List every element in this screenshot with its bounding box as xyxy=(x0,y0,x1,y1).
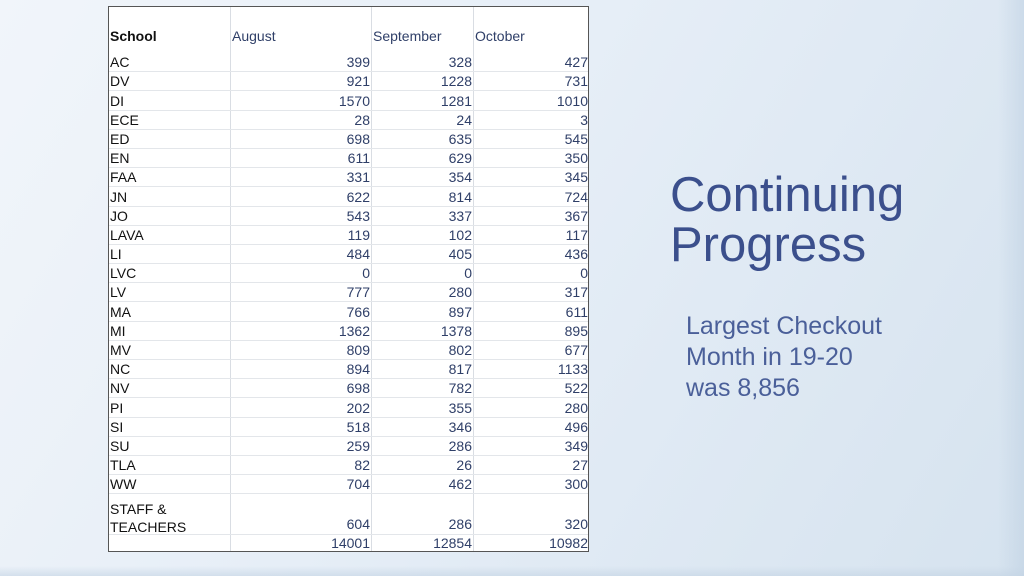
table-row xyxy=(109,437,588,456)
header-september: September xyxy=(373,28,442,44)
school-name: WW xyxy=(110,476,137,493)
table-row xyxy=(109,149,588,168)
table-row xyxy=(109,168,588,187)
title-line1: Continuing xyxy=(670,168,905,222)
slide-bottom-decoration xyxy=(0,566,1024,576)
september-value: 1281 xyxy=(440,92,472,109)
august-value: 611 xyxy=(347,150,370,167)
staff-row xyxy=(109,485,588,535)
school-name: MV xyxy=(110,342,131,358)
subtitle-line1: Largest Checkout xyxy=(686,312,882,340)
august-value: 766 xyxy=(346,303,370,320)
september-value: 1378 xyxy=(440,322,472,339)
table-row xyxy=(109,322,588,341)
school-name: TLA xyxy=(110,457,136,474)
school-name: DV xyxy=(110,73,130,90)
total-october: 10982 xyxy=(549,535,588,551)
september-value: 635 xyxy=(448,130,472,147)
table-row xyxy=(109,283,588,302)
staff-september-value: 286 xyxy=(448,516,472,532)
table-row xyxy=(109,245,588,264)
october-value: 1010 xyxy=(556,92,588,109)
staff-august-value: 604 xyxy=(346,516,370,532)
october-value: 300 xyxy=(564,476,588,493)
august-value: 894 xyxy=(346,361,370,378)
october-value: 496 xyxy=(564,418,588,435)
table-row xyxy=(109,72,588,91)
august-value: 543 xyxy=(346,207,370,224)
august-value: 399 xyxy=(346,54,370,71)
september-value: 337 xyxy=(448,207,472,224)
september-value: 629 xyxy=(448,150,472,167)
september-value: 26 xyxy=(456,457,472,474)
october-value: 731 xyxy=(564,73,588,90)
slide-edge-decoration xyxy=(998,0,1024,576)
september-value: 346 xyxy=(448,418,472,435)
table-row xyxy=(109,264,588,283)
title-line2: Progress xyxy=(670,218,867,272)
october-value: 1133 xyxy=(557,361,588,378)
august-value: 518 xyxy=(346,418,370,435)
table-row xyxy=(109,111,588,130)
october-value: 349 xyxy=(564,437,588,454)
august-value: 259 xyxy=(346,437,370,454)
october-value: 545 xyxy=(564,130,588,147)
school-name: SU xyxy=(110,437,130,454)
august-value: 1570 xyxy=(338,92,370,109)
table-header xyxy=(109,7,588,53)
october-value: 895 xyxy=(564,322,588,339)
october-value: 345 xyxy=(564,169,588,186)
august-value: 1362 xyxy=(338,322,370,339)
october-value: 677 xyxy=(564,342,588,358)
school-name: LI xyxy=(110,246,122,263)
school-name: LV xyxy=(110,284,127,301)
august-value: 484 xyxy=(346,246,370,263)
october-value: 317 xyxy=(564,284,588,301)
subtitle-line3: was 8,856 xyxy=(686,374,800,402)
september-value: 782 xyxy=(448,380,472,397)
october-value: 350 xyxy=(564,150,588,167)
table-row xyxy=(109,360,588,379)
school-name: MI xyxy=(110,322,126,339)
total-august: 14001 xyxy=(331,535,370,551)
august-value: 0 xyxy=(362,265,370,282)
school-name: JO xyxy=(110,207,128,224)
october-value: 3 xyxy=(580,111,588,128)
september-value: 802 xyxy=(448,342,472,358)
october-value: 0 xyxy=(580,265,588,282)
august-value: 698 xyxy=(346,130,370,147)
table-row xyxy=(109,130,588,149)
august-value: 777 xyxy=(346,284,370,301)
october-value: 280 xyxy=(564,399,588,416)
september-value: 814 xyxy=(448,188,472,205)
september-value: 817 xyxy=(448,361,472,378)
slide-subtitle xyxy=(686,311,882,404)
table-row xyxy=(109,226,588,245)
school-name: FAA xyxy=(110,169,137,186)
slide-title xyxy=(670,170,904,270)
school-name: PI xyxy=(110,399,124,416)
august-value: 119 xyxy=(347,226,370,243)
table-row xyxy=(109,91,588,110)
september-value: 280 xyxy=(448,284,472,301)
september-value: 462 xyxy=(448,476,472,493)
october-value: 724 xyxy=(564,188,588,205)
table-row xyxy=(109,207,588,226)
october-value: 427 xyxy=(564,54,588,71)
table-row xyxy=(109,53,588,72)
table-row xyxy=(109,187,588,206)
school-name: EN xyxy=(110,150,130,167)
totals-row xyxy=(109,535,588,553)
staff-label xyxy=(110,500,220,536)
staff-october-value: 320 xyxy=(564,516,588,532)
august-value: 331 xyxy=(346,169,370,186)
staff-label-line1: STAFF & xyxy=(110,501,167,517)
september-value: 24 xyxy=(456,111,472,128)
august-value: 28 xyxy=(354,111,370,128)
october-value: 367 xyxy=(564,207,588,224)
october-value: 436 xyxy=(564,246,588,263)
school-name: JN xyxy=(110,188,128,205)
school-name: NV xyxy=(110,380,130,397)
school-name: LAVA xyxy=(110,226,144,243)
school-name: AC xyxy=(110,54,130,71)
september-value: 328 xyxy=(448,54,472,71)
august-value: 698 xyxy=(346,380,370,397)
header-school: School xyxy=(110,28,157,44)
september-value: 0 xyxy=(464,265,472,282)
subtitle-line2: Month in 19-20 xyxy=(686,343,853,371)
header-august: August xyxy=(232,28,276,44)
october-value: 522 xyxy=(564,380,588,397)
august-value: 704 xyxy=(346,476,370,493)
school-name: ED xyxy=(110,130,130,147)
school-name: NC xyxy=(110,361,131,378)
school-name: SI xyxy=(110,418,124,435)
school-name: LVC xyxy=(110,265,137,282)
october-value: 117 xyxy=(565,226,588,243)
september-value: 102 xyxy=(448,226,472,243)
august-value: 921 xyxy=(346,73,370,90)
september-value: 405 xyxy=(448,246,472,263)
school-name: DI xyxy=(110,92,124,109)
august-value: 82 xyxy=(354,457,370,474)
october-value: 611 xyxy=(565,303,588,320)
september-value: 286 xyxy=(448,437,472,454)
total-september: 12854 xyxy=(433,535,472,551)
school-name: MA xyxy=(110,303,131,320)
table-row xyxy=(109,379,588,398)
table-row xyxy=(109,456,588,475)
table-body xyxy=(109,53,588,494)
table-row xyxy=(109,341,588,360)
august-value: 622 xyxy=(346,188,370,205)
september-value: 354 xyxy=(448,169,472,186)
staff-label-line2: TEACHERS xyxy=(110,519,187,535)
header-october: October xyxy=(475,28,525,44)
table-row xyxy=(109,302,588,321)
table-row xyxy=(109,398,588,417)
school-name: ECE xyxy=(110,111,139,128)
checkout-table xyxy=(108,6,589,552)
august-value: 202 xyxy=(346,399,370,416)
table-row xyxy=(109,418,588,437)
september-value: 355 xyxy=(448,399,472,416)
august-value: 809 xyxy=(346,342,370,358)
september-value: 1228 xyxy=(440,73,472,90)
september-value: 897 xyxy=(448,303,472,320)
october-value: 27 xyxy=(572,457,588,474)
